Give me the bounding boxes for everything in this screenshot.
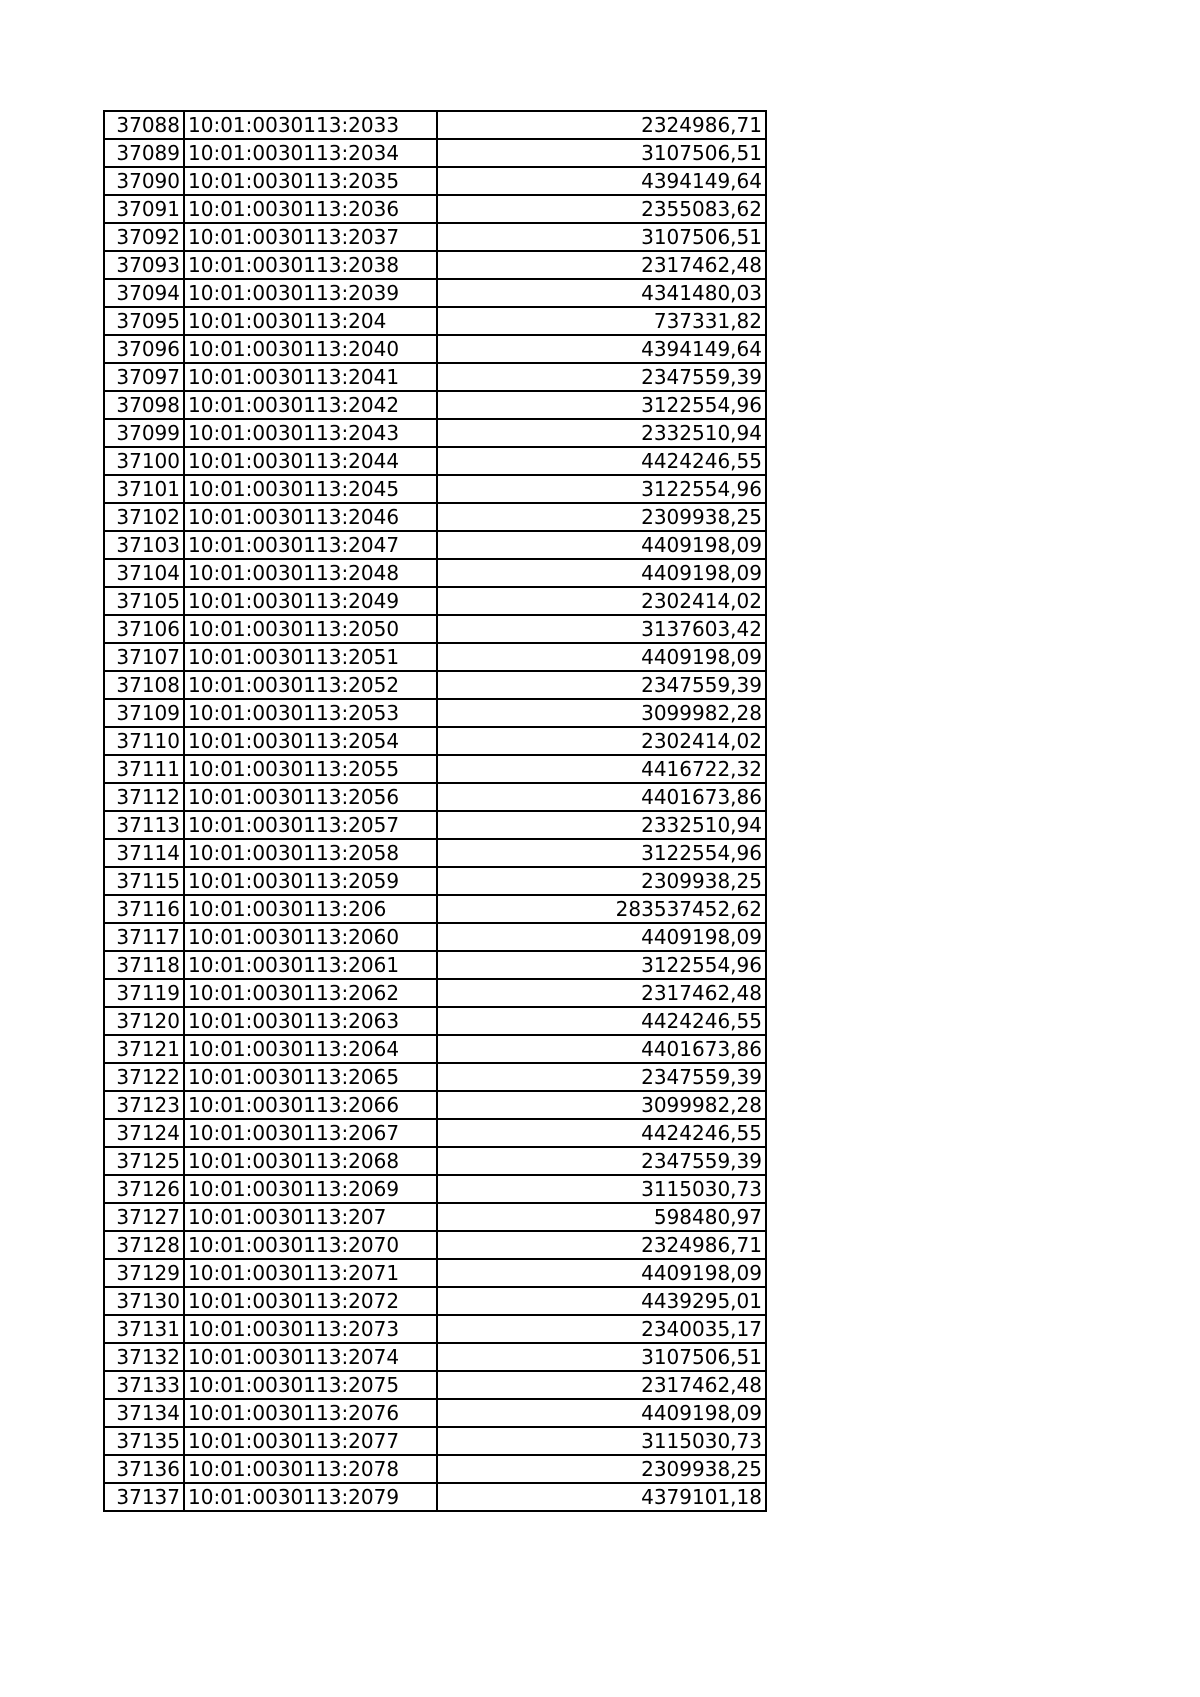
cadastral-number-cell: 10:01:0030113:2074 bbox=[184, 1343, 437, 1371]
cadastral-number-cell: 10:01:0030113:2038 bbox=[184, 251, 437, 279]
table-row bbox=[104, 307, 766, 335]
table-row bbox=[104, 363, 766, 391]
cadastral-value-cell: 2324986,71 bbox=[437, 1231, 766, 1259]
row-number-cell: 37118 bbox=[104, 951, 184, 979]
cadastral-value-cell: 2317462,48 bbox=[437, 979, 766, 1007]
cadastral-value-cell: 4424246,55 bbox=[437, 1119, 766, 1147]
cadastral-number-cell: 10:01:0030113:2045 bbox=[184, 475, 437, 503]
cadastral-value-cell: 3107506,51 bbox=[437, 1343, 766, 1371]
table-row bbox=[104, 475, 766, 503]
table-row bbox=[104, 503, 766, 531]
cadastral-number-cell: 10:01:0030113:2064 bbox=[184, 1035, 437, 1063]
row-number-cell: 37097 bbox=[104, 363, 184, 391]
table-row bbox=[104, 587, 766, 615]
cadastral-value-cell: 2302414,02 bbox=[437, 727, 766, 755]
table-row bbox=[104, 335, 766, 363]
cadastral-number-cell: 10:01:0030113:2046 bbox=[184, 503, 437, 531]
cadastral-number-cell: 10:01:0030113:2079 bbox=[184, 1483, 437, 1511]
table-row bbox=[104, 1147, 766, 1175]
row-number-cell: 37100 bbox=[104, 447, 184, 475]
row-number-cell: 37098 bbox=[104, 391, 184, 419]
cadastral-value-cell: 4409198,09 bbox=[437, 923, 766, 951]
cadastral-number-cell: 10:01:0030113:2043 bbox=[184, 419, 437, 447]
cadastral-number-cell: 10:01:0030113:2077 bbox=[184, 1427, 437, 1455]
cadastral-number-cell: 10:01:0030113:2066 bbox=[184, 1091, 437, 1119]
cadastral-value-cell: 3122554,96 bbox=[437, 839, 766, 867]
table-row bbox=[104, 1203, 766, 1231]
cadastral-value-cell: 2347559,39 bbox=[437, 1063, 766, 1091]
table-row bbox=[104, 1455, 766, 1483]
row-number-cell: 37095 bbox=[104, 307, 184, 335]
row-number-cell: 37125 bbox=[104, 1147, 184, 1175]
cadastral-value-cell: 4409198,09 bbox=[437, 559, 766, 587]
cadastral-value-cell: 4416722,32 bbox=[437, 755, 766, 783]
cadastral-number-cell: 10:01:0030113:2065 bbox=[184, 1063, 437, 1091]
row-number-cell: 37093 bbox=[104, 251, 184, 279]
row-number-cell: 37096 bbox=[104, 335, 184, 363]
cadastral-number-cell: 10:01:0030113:2075 bbox=[184, 1371, 437, 1399]
table-row bbox=[104, 1343, 766, 1371]
row-number-cell: 37130 bbox=[104, 1287, 184, 1315]
cadastral-number-cell: 10:01:0030113:2041 bbox=[184, 363, 437, 391]
cadastral-number-cell: 10:01:0030113:2073 bbox=[184, 1315, 437, 1343]
table-row bbox=[104, 755, 766, 783]
cadastral-value-cell: 737331,82 bbox=[437, 307, 766, 335]
row-number-cell: 37114 bbox=[104, 839, 184, 867]
row-number-cell: 37107 bbox=[104, 643, 184, 671]
cadastral-value-cell: 2332510,94 bbox=[437, 811, 766, 839]
cadastral-value-cell: 2317462,48 bbox=[437, 251, 766, 279]
row-number-cell: 37124 bbox=[104, 1119, 184, 1147]
cadastral-number-cell: 10:01:0030113:2069 bbox=[184, 1175, 437, 1203]
table-row bbox=[104, 783, 766, 811]
cadastral-number-cell: 10:01:0030113:2061 bbox=[184, 951, 437, 979]
row-number-cell: 37102 bbox=[104, 503, 184, 531]
cadastral-number-cell: 10:01:0030113:204 bbox=[184, 307, 437, 335]
row-number-cell: 37127 bbox=[104, 1203, 184, 1231]
cadastral-value-cell: 2309938,25 bbox=[437, 867, 766, 895]
row-number-cell: 37090 bbox=[104, 167, 184, 195]
cadastral-value-cell: 4424246,55 bbox=[437, 447, 766, 475]
table-row bbox=[104, 279, 766, 307]
table-row bbox=[104, 391, 766, 419]
cadastral-value-cell: 3122554,96 bbox=[437, 951, 766, 979]
cadastral-number-cell: 10:01:0030113:2034 bbox=[184, 139, 437, 167]
cadastral-value-cell: 2355083,62 bbox=[437, 195, 766, 223]
row-number-cell: 37105 bbox=[104, 587, 184, 615]
cadastral-value-cell: 3099982,28 bbox=[437, 1091, 766, 1119]
cadastral-value-cell: 2317462,48 bbox=[437, 1371, 766, 1399]
cadastral-value-cell: 3122554,96 bbox=[437, 391, 766, 419]
row-number-cell: 37104 bbox=[104, 559, 184, 587]
cadastral-number-cell: 10:01:0030113:2072 bbox=[184, 1287, 437, 1315]
row-number-cell: 37088 bbox=[104, 111, 184, 139]
table-row bbox=[104, 839, 766, 867]
row-number-cell: 37103 bbox=[104, 531, 184, 559]
table-row bbox=[104, 1259, 766, 1287]
cadastral-number-cell: 10:01:0030113:2040 bbox=[184, 335, 437, 363]
cadastral-value-cell: 2347559,39 bbox=[437, 1147, 766, 1175]
row-number-cell: 37122 bbox=[104, 1063, 184, 1091]
table-row bbox=[104, 1007, 766, 1035]
row-number-cell: 37117 bbox=[104, 923, 184, 951]
cadastral-value-cell: 4401673,86 bbox=[437, 1035, 766, 1063]
cadastral-value-cell: 3115030,73 bbox=[437, 1427, 766, 1455]
cadastral-value-table bbox=[103, 110, 767, 1512]
row-number-cell: 37113 bbox=[104, 811, 184, 839]
row-number-cell: 37132 bbox=[104, 1343, 184, 1371]
table-row bbox=[104, 1231, 766, 1259]
cadastral-value-cell: 2347559,39 bbox=[437, 363, 766, 391]
table-row bbox=[104, 727, 766, 755]
cadastral-value-cell: 2324986,71 bbox=[437, 111, 766, 139]
cadastral-value-cell: 3115030,73 bbox=[437, 1175, 766, 1203]
row-number-cell: 37137 bbox=[104, 1483, 184, 1511]
cadastral-value-cell: 3122554,96 bbox=[437, 475, 766, 503]
row-number-cell: 37126 bbox=[104, 1175, 184, 1203]
cadastral-number-cell: 10:01:0030113:2067 bbox=[184, 1119, 437, 1147]
cadastral-value-cell: 4409198,09 bbox=[437, 1399, 766, 1427]
cadastral-number-cell: 10:01:0030113:2048 bbox=[184, 559, 437, 587]
cadastral-number-cell: 10:01:0030113:2036 bbox=[184, 195, 437, 223]
cadastral-value-cell: 4379101,18 bbox=[437, 1483, 766, 1511]
cadastral-value-cell: 3107506,51 bbox=[437, 223, 766, 251]
cadastral-number-cell: 10:01:0030113:207 bbox=[184, 1203, 437, 1231]
cadastral-value-cell: 4424246,55 bbox=[437, 1007, 766, 1035]
cadastral-number-cell: 10:01:0030113:2062 bbox=[184, 979, 437, 1007]
row-number-cell: 37108 bbox=[104, 671, 184, 699]
table-row bbox=[104, 643, 766, 671]
table-row bbox=[104, 1287, 766, 1315]
cadastral-number-cell: 10:01:0030113:2076 bbox=[184, 1399, 437, 1427]
cadastral-number-cell: 10:01:0030113:2078 bbox=[184, 1455, 437, 1483]
cadastral-number-cell: 10:01:0030113:2063 bbox=[184, 1007, 437, 1035]
table-row bbox=[104, 139, 766, 167]
row-number-cell: 37131 bbox=[104, 1315, 184, 1343]
cadastral-number-cell: 10:01:0030113:2068 bbox=[184, 1147, 437, 1175]
cadastral-number-cell: 10:01:0030113:2060 bbox=[184, 923, 437, 951]
cadastral-number-cell: 10:01:0030113:2051 bbox=[184, 643, 437, 671]
row-number-cell: 37115 bbox=[104, 867, 184, 895]
table-row bbox=[104, 1371, 766, 1399]
row-number-cell: 37101 bbox=[104, 475, 184, 503]
table-body bbox=[104, 111, 766, 1511]
cadastral-value-cell: 4409198,09 bbox=[437, 643, 766, 671]
table-row bbox=[104, 1399, 766, 1427]
cadastral-value-cell: 3137603,42 bbox=[437, 615, 766, 643]
table-row bbox=[104, 867, 766, 895]
cadastral-number-cell: 10:01:0030113:2049 bbox=[184, 587, 437, 615]
row-number-cell: 37123 bbox=[104, 1091, 184, 1119]
table-row bbox=[104, 251, 766, 279]
cadastral-number-cell: 10:01:0030113:2052 bbox=[184, 671, 437, 699]
table-row bbox=[104, 1119, 766, 1147]
table-row bbox=[104, 979, 766, 1007]
cadastral-value-cell: 4439295,01 bbox=[437, 1287, 766, 1315]
cadastral-number-cell: 10:01:0030113:2056 bbox=[184, 783, 437, 811]
table-row bbox=[104, 1035, 766, 1063]
cadastral-number-cell: 10:01:0030113:2035 bbox=[184, 167, 437, 195]
cadastral-value-cell: 4394149,64 bbox=[437, 167, 766, 195]
cadastral-value-cell: 4409198,09 bbox=[437, 1259, 766, 1287]
cadastral-number-cell: 10:01:0030113:2037 bbox=[184, 223, 437, 251]
cadastral-value-cell: 2309938,25 bbox=[437, 503, 766, 531]
cadastral-value-cell: 2309938,25 bbox=[437, 1455, 766, 1483]
row-number-cell: 37109 bbox=[104, 699, 184, 727]
row-number-cell: 37094 bbox=[104, 279, 184, 307]
row-number-cell: 37135 bbox=[104, 1427, 184, 1455]
cadastral-value-cell: 2332510,94 bbox=[437, 419, 766, 447]
row-number-cell: 37112 bbox=[104, 783, 184, 811]
cadastral-value-cell: 2340035,17 bbox=[437, 1315, 766, 1343]
table-row bbox=[104, 531, 766, 559]
row-number-cell: 37119 bbox=[104, 979, 184, 1007]
cadastral-number-cell: 10:01:0030113:2059 bbox=[184, 867, 437, 895]
cadastral-value-cell: 283537452,62 bbox=[437, 895, 766, 923]
cadastral-number-cell: 10:01:0030113:2070 bbox=[184, 1231, 437, 1259]
row-number-cell: 37121 bbox=[104, 1035, 184, 1063]
row-number-cell: 37111 bbox=[104, 755, 184, 783]
table-row bbox=[104, 1091, 766, 1119]
row-number-cell: 37092 bbox=[104, 223, 184, 251]
cadastral-number-cell: 10:01:0030113:2058 bbox=[184, 839, 437, 867]
cadastral-value-cell: 4409198,09 bbox=[437, 531, 766, 559]
row-number-cell: 37128 bbox=[104, 1231, 184, 1259]
table-row bbox=[104, 1063, 766, 1091]
cadastral-value-cell: 4394149,64 bbox=[437, 335, 766, 363]
table-row bbox=[104, 1315, 766, 1343]
row-number-cell: 37106 bbox=[104, 615, 184, 643]
table-row bbox=[104, 923, 766, 951]
table-row bbox=[104, 559, 766, 587]
table-row bbox=[104, 1483, 766, 1511]
row-number-cell: 37091 bbox=[104, 195, 184, 223]
cadastral-number-cell: 10:01:0030113:2053 bbox=[184, 699, 437, 727]
cadastral-value-cell: 2347559,39 bbox=[437, 671, 766, 699]
cadastral-number-cell: 10:01:0030113:2071 bbox=[184, 1259, 437, 1287]
cadastral-number-cell: 10:01:0030113:2033 bbox=[184, 111, 437, 139]
cadastral-number-cell: 10:01:0030113:2057 bbox=[184, 811, 437, 839]
cadastral-value-cell: 4341480,03 bbox=[437, 279, 766, 307]
table-row bbox=[104, 615, 766, 643]
cadastral-number-cell: 10:01:0030113:206 bbox=[184, 895, 437, 923]
table-row bbox=[104, 167, 766, 195]
row-number-cell: 37116 bbox=[104, 895, 184, 923]
table-row bbox=[104, 447, 766, 475]
cadastral-number-cell: 10:01:0030113:2055 bbox=[184, 755, 437, 783]
table-row bbox=[104, 419, 766, 447]
table-row bbox=[104, 1427, 766, 1455]
table-row bbox=[104, 671, 766, 699]
cadastral-number-cell: 10:01:0030113:2044 bbox=[184, 447, 437, 475]
table-row bbox=[104, 811, 766, 839]
row-number-cell: 37089 bbox=[104, 139, 184, 167]
cadastral-number-cell: 10:01:0030113:2050 bbox=[184, 615, 437, 643]
table-row bbox=[104, 699, 766, 727]
row-number-cell: 37129 bbox=[104, 1259, 184, 1287]
cadastral-number-cell: 10:01:0030113:2054 bbox=[184, 727, 437, 755]
cadastral-value-cell: 3107506,51 bbox=[437, 139, 766, 167]
row-number-cell: 37136 bbox=[104, 1455, 184, 1483]
row-number-cell: 37110 bbox=[104, 727, 184, 755]
table-row bbox=[104, 895, 766, 923]
cadastral-number-cell: 10:01:0030113:2047 bbox=[184, 531, 437, 559]
cadastral-number-cell: 10:01:0030113:2042 bbox=[184, 391, 437, 419]
table-row bbox=[104, 1175, 766, 1203]
row-number-cell: 37120 bbox=[104, 1007, 184, 1035]
cadastral-number-cell: 10:01:0030113:2039 bbox=[184, 279, 437, 307]
table-row bbox=[104, 951, 766, 979]
cadastral-value-cell: 4401673,86 bbox=[437, 783, 766, 811]
cadastral-value-cell: 2302414,02 bbox=[437, 587, 766, 615]
table-row bbox=[104, 223, 766, 251]
table-row bbox=[104, 195, 766, 223]
table-row bbox=[104, 111, 766, 139]
cadastral-value-cell: 598480,97 bbox=[437, 1203, 766, 1231]
row-number-cell: 37133 bbox=[104, 1371, 184, 1399]
row-number-cell: 37134 bbox=[104, 1399, 184, 1427]
row-number-cell: 37099 bbox=[104, 419, 184, 447]
cadastral-value-cell: 3099982,28 bbox=[437, 699, 766, 727]
